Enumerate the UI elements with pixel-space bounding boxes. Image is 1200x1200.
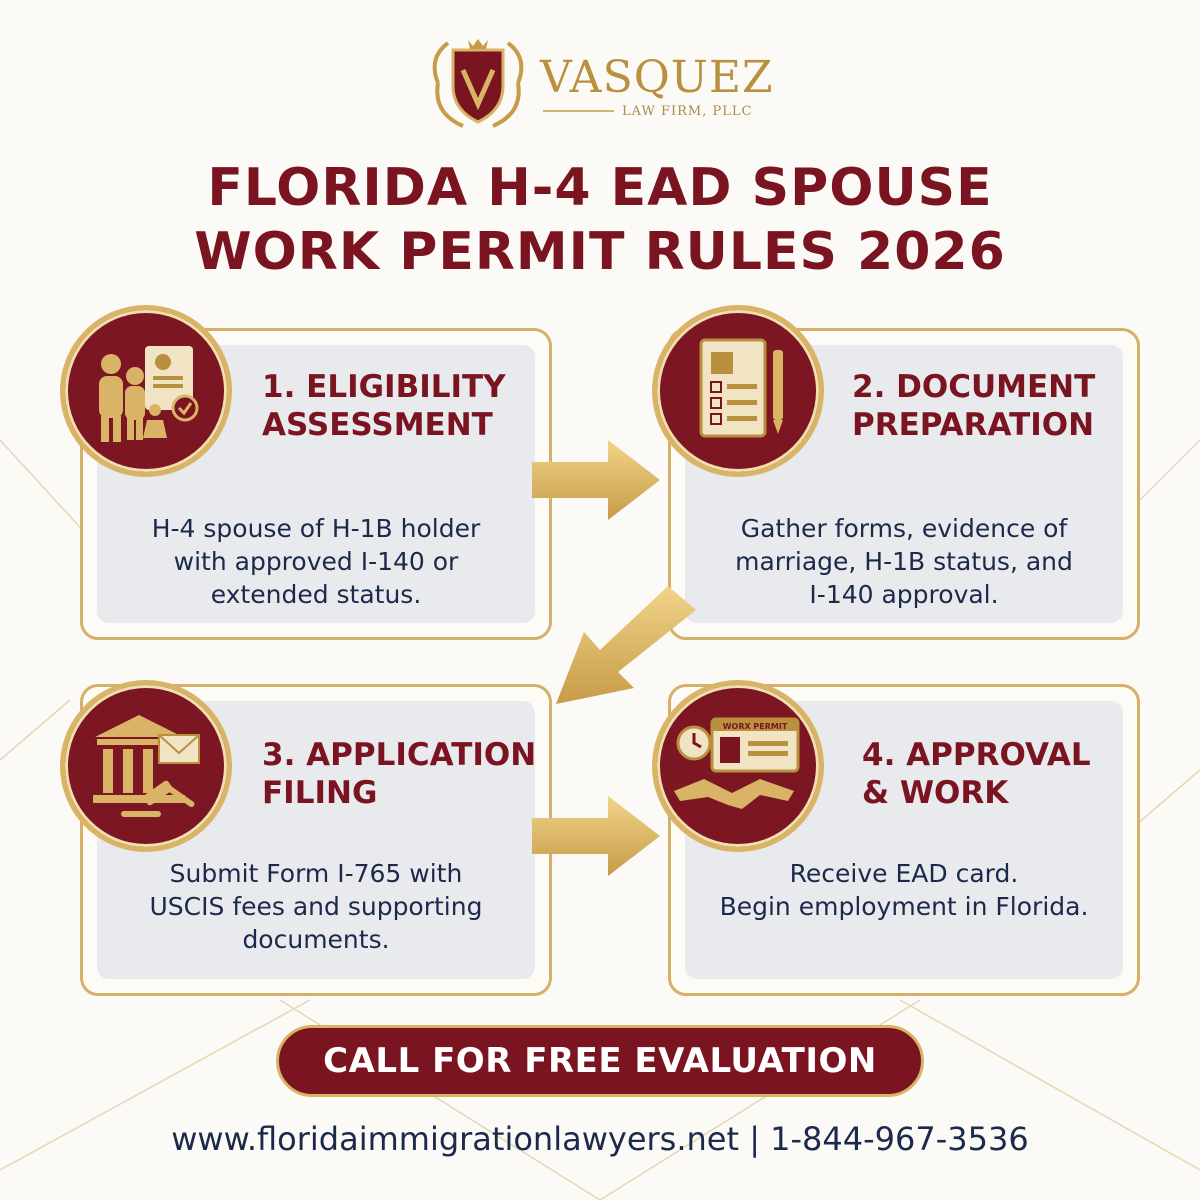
step-2-desc-line2: marriage, H-1B status, and bbox=[735, 547, 1073, 576]
step-4-icon-circle bbox=[652, 680, 824, 852]
step-1-heading bbox=[262, 368, 506, 444]
step-2-icon-circle bbox=[652, 305, 824, 477]
page-title-line1: FLORIDA H-4 EAD SPOUSE bbox=[207, 158, 993, 218]
step-4-description bbox=[684, 857, 1124, 923]
handshake-permit-icon bbox=[668, 701, 808, 831]
step-2-description bbox=[684, 512, 1124, 611]
step-3-heading-line1: 3. APPLICATION bbox=[262, 737, 537, 773]
step-1-heading-line2: ASSESSMENT bbox=[262, 407, 493, 443]
step-2-heading-line1: 2. DOCUMENT bbox=[852, 369, 1096, 405]
step-3-description bbox=[96, 857, 536, 956]
arrow-down-left-icon bbox=[556, 586, 696, 704]
work-permit-card-label: WORX PERMIT bbox=[722, 722, 788, 731]
checklist-pen-icon bbox=[673, 326, 803, 456]
call-for-evaluation-button[interactable]: CALL FOR FREE EVALUATION bbox=[276, 1025, 924, 1097]
step-1-desc-line1: H-4 spouse of H-1B holder bbox=[151, 514, 481, 543]
step-3-desc-line3: documents. bbox=[242, 925, 390, 954]
arrow-right-icon bbox=[532, 440, 660, 520]
step-1-desc-line3: extended status. bbox=[210, 580, 422, 609]
step-3-heading bbox=[262, 736, 536, 812]
step-2-heading bbox=[852, 368, 1095, 444]
step-1-description bbox=[96, 512, 536, 611]
courthouse-gavel-icon bbox=[81, 701, 211, 831]
brand-subtitle: LAW FIRM, PLLC bbox=[622, 104, 753, 119]
family-document-icon bbox=[81, 326, 211, 456]
step-4-heading-line1: 4. APPROVAL bbox=[862, 737, 1091, 773]
step-3-heading-line2: FILING bbox=[262, 775, 378, 811]
step-4-desc-line1: Receive EAD card. bbox=[789, 859, 1019, 888]
brand-name: VASQUEZ bbox=[540, 52, 774, 103]
step-4-desc-line2: Begin employment in Florida. bbox=[719, 892, 1089, 921]
step-4-heading bbox=[862, 736, 1091, 812]
step-3-desc-line1: Submit Form I-765 with bbox=[169, 859, 463, 888]
contact-footer[interactable]: www.floridaimmigrationlawyers.net | 1-844-967-3536 bbox=[171, 1120, 1029, 1158]
step-3-icon-circle bbox=[60, 680, 232, 852]
step-1-icon-circle bbox=[60, 305, 232, 477]
step-2-heading-line2: PREPARATION bbox=[852, 407, 1095, 443]
step-2-desc-line1: Gather forms, evidence of bbox=[740, 514, 1068, 543]
step-3-desc-line2: USCIS fees and supporting bbox=[149, 892, 483, 921]
step-1-desc-line2: with approved I-140 or bbox=[173, 547, 459, 576]
step-2-desc-line3: I-140 approval. bbox=[809, 580, 999, 609]
step-1-heading-line1: 1. ELIGIBILITY bbox=[262, 369, 506, 405]
step-4-heading-line2: & WORK bbox=[862, 775, 1009, 811]
arrow-right-icon bbox=[532, 796, 660, 876]
page-title-line2: WORK PERMIT RULES 2026 bbox=[194, 222, 1006, 282]
